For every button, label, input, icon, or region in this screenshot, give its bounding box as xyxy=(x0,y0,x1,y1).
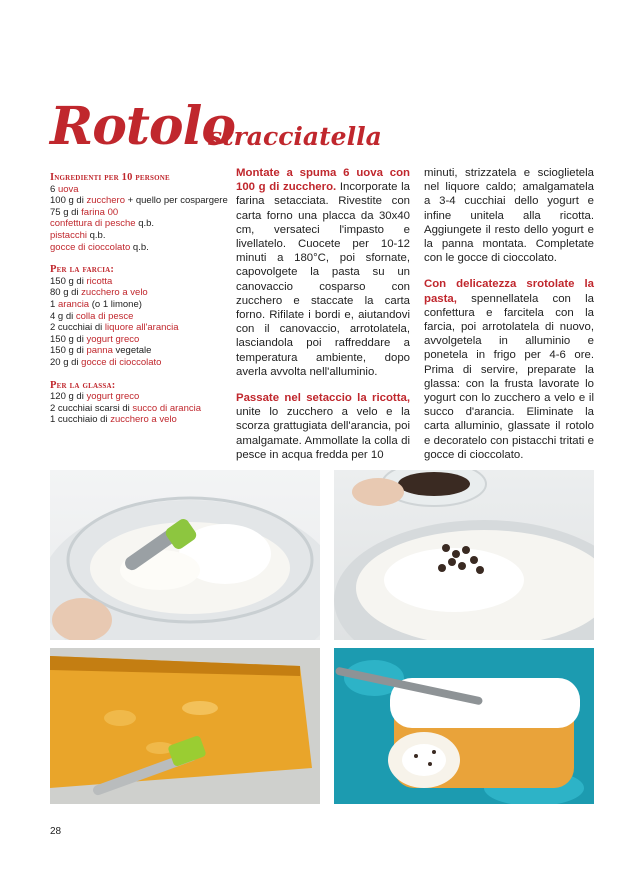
recipe-title-sub: stracciatella xyxy=(208,122,382,151)
photo-mixing-cream xyxy=(50,470,320,640)
photo-brushing-jam xyxy=(50,648,320,804)
ingredient-quantity: 6 xyxy=(50,183,58,195)
ingredient-item xyxy=(50,184,220,196)
ingredient-item xyxy=(50,207,220,219)
ingredient-item xyxy=(50,334,220,346)
ingredient-item xyxy=(50,403,220,415)
ingredient-name: gocce di cioccolato xyxy=(50,241,131,253)
ingredient-item xyxy=(50,242,220,254)
ingredient-quantity: 150 g di xyxy=(50,333,87,345)
method-step-2-body: unite lo zucchero a velo e la scorza grattugiata dell'arancia, poi amalgamate. Ammollate la colla di pesce in acqua fredda per 10 xyxy=(236,406,410,461)
ingredient-note: q.b. xyxy=(86,229,106,241)
method-step-2 xyxy=(236,391,410,462)
photo-glazing-roll-illustration xyxy=(334,648,594,804)
ingredient-quantity: 2 cucchiai scarsi di xyxy=(50,402,133,414)
method-step-1 xyxy=(236,166,410,379)
ingredients-section-glaze xyxy=(50,391,220,426)
ingredient-note: + quello per cospargere xyxy=(125,195,228,207)
ingredient-name: gocce di cioccolato xyxy=(81,356,162,368)
ingredient-item xyxy=(50,276,220,288)
photo-glazing-roll xyxy=(334,648,594,804)
method-step-3-body: spennellatela con la confettura e farcitela con la farcia, poi arrotolatela di nuovo, avvolgetela in alluminio e ponetela in frigo per 4-6 ore. Prima di servire, preparate la glassa: con la frusta lavorate lo yogurt con lo zucchero a velo e il succo d'arancia. Eliminate la carta alluminio, glassate il rotolo e decoratelo con pistacchi tritati e gocce di cioccolato. xyxy=(424,292,594,461)
ingredient-name: zucchero a velo xyxy=(110,414,177,426)
method-step-1-lead: Montate a spuma 6 uova con 100 g di zucchero. xyxy=(236,167,410,194)
ingredient-name: succo di arancia xyxy=(132,402,202,414)
ingredient-item xyxy=(50,322,220,334)
ingredient-item xyxy=(50,391,220,403)
glaze-header: Per la glassa: xyxy=(50,379,116,391)
ingredient-note: q.b. xyxy=(130,241,149,253)
ingredient-quantity: 150 g di xyxy=(50,275,87,287)
ingredient-quantity: 1 xyxy=(50,298,58,310)
ingredient-note: q.b. xyxy=(135,218,155,230)
ingredient-item xyxy=(50,287,220,299)
photo-adding-chocolate xyxy=(334,470,594,640)
ingredient-name: ricotta xyxy=(86,275,113,287)
ingredient-quantity: 20 g di xyxy=(50,356,82,368)
ingredient-note: (o 1 limone) xyxy=(89,298,142,310)
ingredient-name: panna xyxy=(86,345,113,357)
ingredient-item xyxy=(50,218,220,230)
method-step-2-lead: Passate nel setaccio la ricotta, xyxy=(236,392,410,405)
ingredients-list xyxy=(50,172,228,426)
recipe-title-main: Rotolo xyxy=(50,96,236,157)
ingredient-name: liquore all'arancia xyxy=(104,322,179,334)
method-column-1 xyxy=(236,166,410,474)
ingredient-item xyxy=(50,299,220,311)
ingredient-quantity: 1 cucchiaio di xyxy=(50,414,111,426)
ingredient-quantity: 80 g di xyxy=(50,287,82,299)
ingredient-item xyxy=(50,230,220,242)
ingredient-name: colla di pesce xyxy=(75,310,134,322)
ingredient-quantity: 75 g di xyxy=(50,206,82,218)
ingredient-name: uova xyxy=(57,183,79,195)
ingredient-item xyxy=(50,311,220,323)
photo-adding-chocolate-illustration xyxy=(334,470,594,640)
ingredients-header: Ingredienti per 10 persone xyxy=(50,172,170,183)
ingredient-name: zucchero a velo xyxy=(81,287,148,299)
ingredient-quantity: 100 g di xyxy=(50,195,87,207)
ingredient-item xyxy=(50,414,220,426)
ingredient-name: pistacchi xyxy=(50,229,87,241)
ingredients-section-main xyxy=(50,183,228,254)
photo-mixing-cream-illustration xyxy=(50,470,320,640)
ingredient-item xyxy=(50,195,228,207)
ingredient-quantity: 150 g di xyxy=(50,345,87,357)
ingredient-name: yogurt greco xyxy=(86,391,140,403)
method-step-2-continued-body: minuti, strizzatela e scioglietela nel liquore caldo; amalgamatela a 3-4 cucchiai dello yogurt e infine unitela alla ricotta. Aggiungete il resto dello yogurt e la panna montata. Completate con le gocce di cioccolato. xyxy=(424,167,594,265)
ingredient-item xyxy=(50,345,220,357)
ingredient-name: farina 00 xyxy=(81,206,119,218)
ingredient-name: zucchero xyxy=(86,195,126,207)
ingredient-note: vegetale xyxy=(112,345,152,357)
photo-brushing-jam-illustration xyxy=(50,648,320,804)
method-step-2-continued xyxy=(424,166,594,265)
ingredient-name: yogurt greco xyxy=(86,333,140,345)
method-step-3 xyxy=(424,277,594,462)
page-number: 28 xyxy=(50,826,62,837)
ingredient-item xyxy=(50,357,220,369)
ingredient-name: confettura di pesche xyxy=(50,218,136,230)
ingredient-name: arancia xyxy=(57,298,90,310)
ingredient-quantity: 4 g di xyxy=(50,310,76,322)
ingredient-quantity: 120 g di xyxy=(50,391,87,403)
ingredients-section-filling xyxy=(50,276,220,369)
method-column-2 xyxy=(424,166,594,474)
method-step-3-lead: Con delicatezza srotolate la pasta, xyxy=(424,278,594,305)
method-step-1-body: Incorporate la farina setacciata. Rivestite con carta forno una placca da 30x40 cm, versateci l'impasto e livellatelo. Cuocete per 10-12 minuti a 180°C, poi sfornate, capovolgete la pasta su un canovaccio cosparso con zucchero e staccate la carta forno. Rifilate i bordi e, aiutandovi con il canovaccio, arrotolatela, lasciandola poi raffreddare a temperatura ambiente, dopo averla avvolta nell'alluminio. xyxy=(236,181,410,378)
filling-header: Per la farcia: xyxy=(50,264,115,276)
ingredient-quantity: 2 cucchiai di xyxy=(50,322,105,334)
